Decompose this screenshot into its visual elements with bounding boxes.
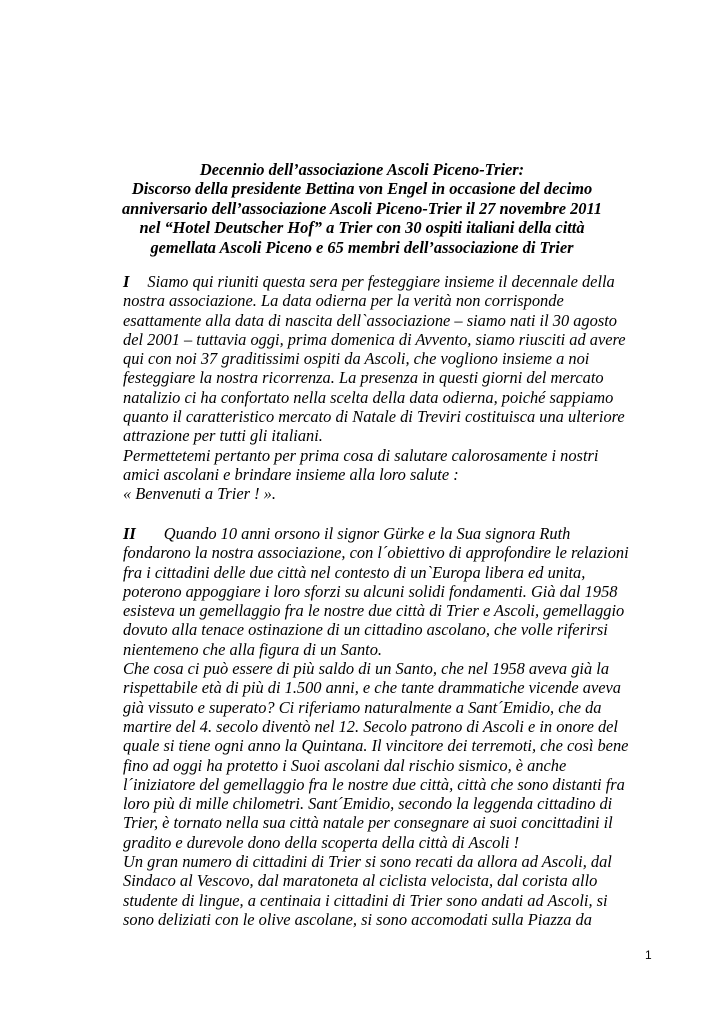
paragraph-line: del 2001 – tuttavia oggi, prima domenica di Avvento, siamo riusciti ad avere — [123, 329, 626, 349]
line-text: Quando 10 anni orsono il signor Gürke e la Sua signora Ruth — [163, 524, 571, 543]
paragraph-line: amici ascolani e brindare insieme alla loro salute : — [123, 464, 459, 484]
paragraph-line: fondarono la nostra associazione, con l´obiettivo di approfondire le relazioni — [123, 543, 629, 563]
paragraph-line: poterono appoggiare i loro sforzi su alcuni solidi fondamenti. Già dal 1958 — [123, 581, 618, 601]
title-line: Discorso della presidente Bettina von Engel in occasione del decimo — [131, 179, 593, 199]
page-number: 1 — [645, 948, 652, 962]
paragraph-line: esisteva un gemellaggio fra le nostre due città di Trier e Ascoli, gemellaggio — [123, 601, 625, 621]
paragraph-line: gradito e durevole dono della scoperta della città di Ascoli ! — [123, 832, 520, 852]
paragraph-line: nientemeno che alla figura di un Santo. — [123, 639, 383, 659]
paragraph-line — [123, 272, 663, 291]
paragraph-line: attrazione per tutti gli italiani. — [123, 426, 323, 446]
title-line: nel “Hotel Deutscher Hof” a Trier con 30 ospiti italiani della città — [139, 218, 585, 238]
paragraph-line: dovuto alla tenace ostinazione di un cittadino ascolano, che volle riferirsi — [123, 620, 608, 640]
paragraph-line: Sindaco al Vescovo, dal maratoneta al ciclista velocista, dal corista allo — [123, 871, 598, 891]
paragraph-line: sono deliziati con le olive ascolane, si sono accomodati sulla Piazza da — [123, 909, 592, 929]
title-line: anniversario dell’associazione Ascoli Piceno-Trier il 27 novembre 2011 — [121, 198, 602, 218]
section-2 — [123, 524, 663, 929]
section-number: I — [123, 272, 130, 291]
paragraph-line: « Benvenuti a Trier ! ». — [123, 484, 276, 504]
paragraph-line: quale si tiene ogni anno la Quintana. Il vincitore dei terremoti, che così bene — [123, 736, 629, 756]
paragraph-line: studente di lingue, a centinaia i cittadini di Trier sono andati ad Ascoli, si — [123, 890, 608, 910]
paragraph-line: esattamente alla data di nascita dell`associazione – siamo nati il 30 agosto — [123, 310, 617, 330]
paragraph-line: martire del 4. secolo diventò nel 12. Secolo patrono di Ascoli e in onore del — [123, 716, 618, 736]
paragraph-line: Permettetemi pertanto per prima cosa di salutare calorosamente i nostri — [123, 445, 599, 465]
paragraph-line — [123, 524, 663, 543]
paragraph-line: festeggiare la nostra ricorrenza. La presenza in questi giorni del mercato — [123, 368, 604, 388]
paragraph-line: Un gran numero di cittadini di Trier si sono recati da allora ad Ascoli, dal — [123, 852, 612, 872]
paragraph-line: Trier, è tornato nella sua città natale per consegnare ai suoi concittadini il — [123, 813, 613, 833]
title-line: gemellata Ascoli Piceno e 65 membri dell’associazione di Trier — [150, 237, 574, 257]
title-line: Decennio dell’associazione Ascoli Piceno-Trier: — [199, 160, 525, 179]
paragraph-line: fra i cittadini delle due città nel contesto di un`Europa libera ed unita, — [123, 562, 586, 582]
paragraph-line: l´iniziatore del gemellaggio fra le nostre due città, città che sono distanti fra — [123, 774, 625, 794]
paragraph-line: rispettabile età di più di 1.500 anni, e che tante drammatiche vicende aveva — [123, 678, 621, 698]
paragraph-line: qui con noi 37 graditissimi ospiti da Ascoli, che vogliono insieme a noi — [123, 349, 590, 369]
section-number: II — [123, 524, 136, 543]
paragraph-line: Che cosa ci può essere di più saldo di un Santo, che nel 1958 aveva già la — [123, 659, 610, 679]
paragraph-line: nostra associazione. La data odierna per la verità non corrisponde — [123, 291, 564, 311]
section-1 — [123, 272, 663, 504]
paragraph-line: già vissuto e superato? Ci riferiamo naturalmente a Sant´Emidio, che da — [123, 697, 602, 717]
paragraph-line: fino ad oggi ha protetto i Suoi ascolani dal rischio sismico, è anche — [123, 755, 567, 775]
paragraph-line: natalizio ci ha confortato nella scelta della data odierna, poiché sappiamo — [123, 387, 614, 407]
paragraph-line: quanto il caratteristico mercato di Natale di Treviri costituisca una ulteriore — [123, 407, 625, 427]
line-text: Siamo qui riuniti questa sera per festeggiare insieme il decennale della — [147, 272, 615, 291]
document-title — [110, 160, 614, 257]
paragraph-line: loro più di mille chilometri. Sant´Emidio, secondo la leggenda cittadino di — [123, 794, 613, 814]
